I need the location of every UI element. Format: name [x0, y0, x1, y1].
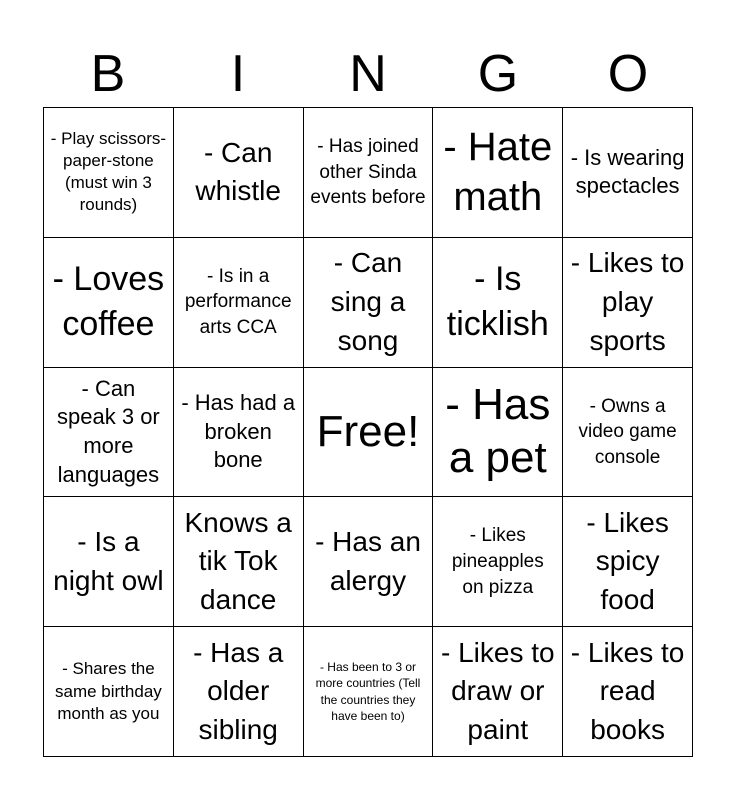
bingo-cell-r4-c1[interactable]	[44, 497, 174, 627]
bingo-cell-text: - Is in a performance arts CCA	[184, 265, 292, 339]
header-letter-o: O	[607, 45, 649, 103]
bingo-cell-r1-c4[interactable]	[433, 108, 563, 238]
bingo-cell-r4-c3[interactable]	[304, 497, 434, 627]
bingo-cell-r5-c2[interactable]	[174, 627, 304, 757]
header-letter-g: G	[477, 45, 519, 103]
bingo-cell-text: - Likes spicy food	[586, 506, 669, 616]
bingo-cell-text: - Is a night owl	[53, 526, 164, 596]
bingo-cell-text: - Is wearing spectacles	[570, 144, 685, 199]
bingo-grid	[43, 107, 693, 757]
bingo-cell-r1-c5[interactable]	[563, 108, 693, 238]
header-letter-n: N	[349, 45, 387, 103]
bingo-cell-r1-c2[interactable]	[174, 108, 304, 238]
bingo-cell-text: - Can sing a song	[330, 247, 406, 356]
bingo-cell-text: - Owns a video game console	[578, 395, 677, 468]
bingo-cell-r3-c5[interactable]	[563, 368, 693, 498]
bingo-cell-r3-c1[interactable]	[44, 368, 174, 498]
bingo-cell-r3-c4[interactable]	[433, 368, 563, 498]
bingo-cell-text: - Can whistle	[195, 136, 281, 207]
bingo-cell-text: - Hate math	[443, 125, 553, 220]
bingo-cell-r3-c2[interactable]	[174, 368, 304, 498]
bingo-cell-text: Knows a tik Tok dance	[184, 506, 292, 616]
bingo-cell-text: - Likes pineapples on pizza	[451, 525, 544, 598]
bingo-cell-text: - Has an alergy	[315, 526, 421, 596]
bingo-cell-r2-c1[interactable]	[44, 238, 174, 368]
free-space-text: Free!	[316, 406, 420, 456]
bingo-cell-r4-c4[interactable]	[433, 497, 563, 627]
bingo-cell-r2-c2[interactable]	[174, 238, 304, 368]
bingo-cell-text: - Likes to play sports	[570, 247, 685, 356]
bingo-cell-r5-c4[interactable]	[433, 627, 563, 757]
header-letter-i: I	[230, 45, 246, 103]
bingo-cell-r2-c3[interactable]	[304, 238, 434, 368]
bingo-cell-text: - Can speak 3 or more languages	[57, 375, 160, 487]
bingo-cell-r5-c1[interactable]	[44, 627, 174, 757]
bingo-cell-r1-c1[interactable]	[44, 108, 174, 238]
bingo-cell-free[interactable]	[304, 368, 434, 498]
bingo-cell-r2-c5[interactable]	[563, 238, 693, 368]
bingo-cell-r1-c3[interactable]	[304, 108, 434, 238]
bingo-cell-text: - Has a pet	[445, 380, 551, 482]
bingo-cell-r5-c3[interactable]	[304, 627, 434, 757]
bingo-cell-text: - Shares the same birthday month as you	[55, 659, 162, 723]
bingo-cell-text: - Play scissors-paper-stone (must win 3 rounds)	[50, 129, 167, 215]
bingo-cell-text: - Loves coffee	[52, 260, 165, 344]
bingo-cell-r4-c5[interactable]	[563, 497, 693, 627]
bingo-cell-text: - Likes to draw or paint	[440, 636, 555, 745]
bingo-cell-text: - Likes to read books	[570, 636, 685, 745]
bingo-cell-text: - Has had a broken bone	[181, 390, 296, 473]
bingo-cell-r4-c2[interactable]	[174, 497, 304, 627]
bingo-header	[43, 40, 693, 108]
bingo-cell-text: - Has joined other Sinda events before	[310, 135, 426, 209]
bingo-cell-text: - Is ticklish	[446, 260, 549, 344]
bingo-cell-text: - Has a older sibling	[193, 636, 284, 745]
header-letter-b: B	[90, 45, 126, 103]
bingo-cell-r2-c4[interactable]	[433, 238, 563, 368]
bingo-cell-text: - Has been to 3 or more countries (Tell the countries they have been to)	[315, 660, 421, 723]
bingo-cell-r5-c5[interactable]	[563, 627, 693, 757]
